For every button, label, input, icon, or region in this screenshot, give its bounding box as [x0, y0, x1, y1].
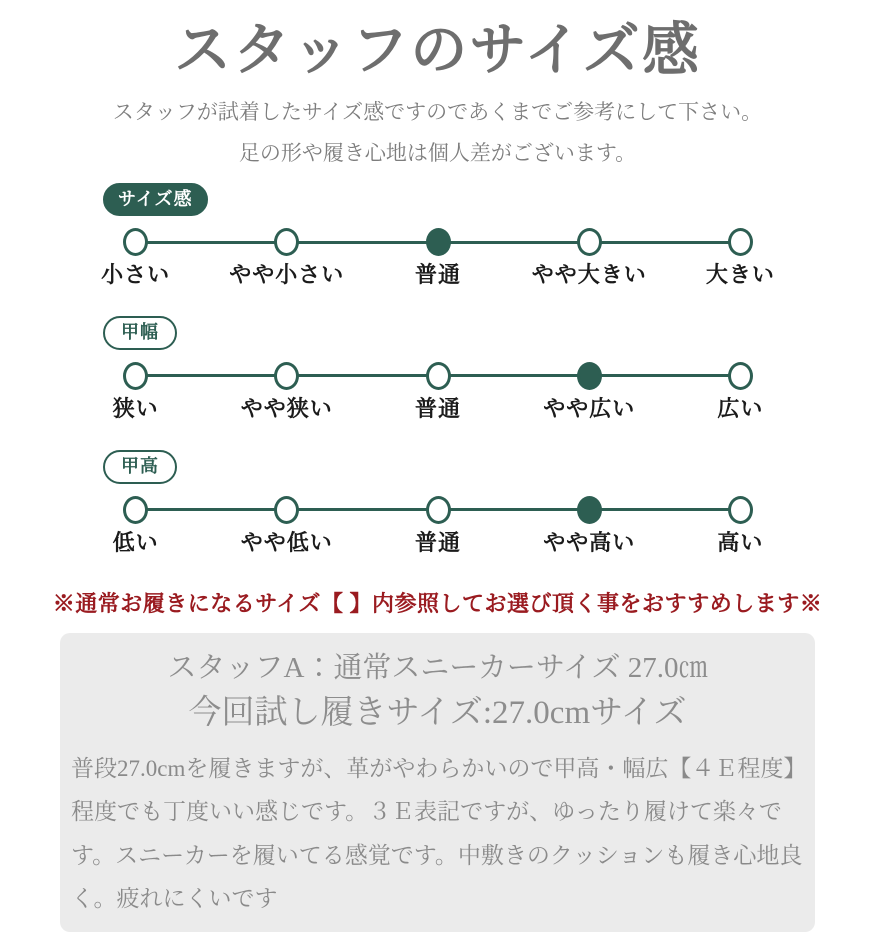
- scale-cell: [514, 363, 665, 389]
- scale-cell: [665, 229, 816, 255]
- scale-labels: [60, 258, 816, 289]
- scale-badge-instep-width: 甲幅: [103, 316, 177, 350]
- scale-dot: [274, 496, 299, 524]
- scale-cell: [60, 363, 211, 389]
- page-title: スタッフのサイズ感: [174, 19, 701, 82]
- scale-dot: [577, 228, 602, 256]
- scale-dot: [123, 362, 148, 390]
- staff-review-box: [60, 633, 815, 932]
- scale-cell: [362, 229, 513, 255]
- scale-track: [60, 363, 816, 389]
- scale-badge-size-feel: サイズ感: [103, 183, 208, 217]
- scale-cell: [211, 363, 362, 389]
- scale-size-feel: [0, 183, 875, 290]
- scale-cell: [514, 497, 665, 523]
- scale-dot: [426, 362, 451, 390]
- staff-tried-size: 今回試し履きサイズ:27.0cmサイズ: [188, 694, 687, 731]
- scale-dot: [426, 496, 451, 524]
- staff-size-panel: [0, 14, 875, 911]
- subtitle-line-2: 足の形や履き心地は個人差がございます。: [238, 141, 637, 166]
- scale-option-label: やや高い: [543, 529, 636, 555]
- scale-cell: [211, 229, 362, 255]
- scale-option-label: 普通: [415, 262, 462, 288]
- scale-dot: [123, 228, 148, 256]
- scale-dot: [728, 228, 753, 256]
- scale-option-label: 普通: [415, 529, 462, 555]
- scale-cell: [665, 363, 816, 389]
- scale-instep-width: [0, 316, 875, 423]
- scale-option-label: 普通: [415, 395, 462, 421]
- scale-labels: [60, 392, 816, 423]
- scale-cell: [362, 363, 513, 389]
- scale-dot: [123, 496, 148, 524]
- scale-option-label: 狭い: [112, 395, 159, 421]
- scale-dot: [274, 228, 299, 256]
- scale-dot: [728, 362, 753, 390]
- scale-cell: [211, 497, 362, 523]
- scale-cell: [514, 229, 665, 255]
- scale-option-label: 低い: [112, 529, 159, 555]
- scale-option-label: やや小さい: [229, 262, 345, 288]
- scale-cell: [362, 497, 513, 523]
- scale-option-label: 大きい: [705, 262, 775, 288]
- scale-track: [60, 229, 816, 255]
- scale-option-label: 小さい: [101, 262, 171, 288]
- scale-dot: [728, 496, 753, 524]
- subtitle-line-1: スタッフが試着したサイズ感ですのであくまでご参考にして下さい。: [112, 100, 763, 125]
- staff-review-text: 普段27.0cmを履きますが、革がやわらかいので甲高・幅広【４Ｅ程度】程度でも丁度いい感じです。３Ｅ表記ですが、ゆったり履けて楽々です。スニーカーを履いてる感覚です。中敷きのクッションも履き心地良く。疲れにくいです: [71, 756, 803, 911]
- scale-option-label: 広い: [717, 395, 764, 421]
- scale-dot: [274, 362, 299, 390]
- scale-option-label: 高い: [717, 529, 764, 555]
- scale-option-label: やや広い: [543, 395, 636, 421]
- size-recommendation-note: ※通常お履きになるサイズ【 】内参照してお選び頂く事をおすすめします※: [52, 590, 823, 616]
- scale-option-label: やや大きい: [531, 262, 647, 288]
- scale-track: [60, 497, 816, 523]
- scale-dot-selected: [577, 496, 602, 524]
- scale-option-label: やや低い: [240, 529, 333, 555]
- scale-cell: [60, 497, 211, 523]
- scale-labels: [60, 526, 816, 557]
- scale-dot-selected: [426, 228, 451, 256]
- scale-instep-height: [0, 450, 875, 557]
- scale-cell: [665, 497, 816, 523]
- scale-cell: [60, 229, 211, 255]
- scale-option-label: やや狭い: [240, 395, 333, 421]
- staff-usual-size: スタッフA：通常スニーカーサイズ 27.0㎝: [167, 651, 708, 684]
- scale-dot-selected: [577, 362, 602, 390]
- scale-badge-instep-height: 甲高: [103, 450, 177, 484]
